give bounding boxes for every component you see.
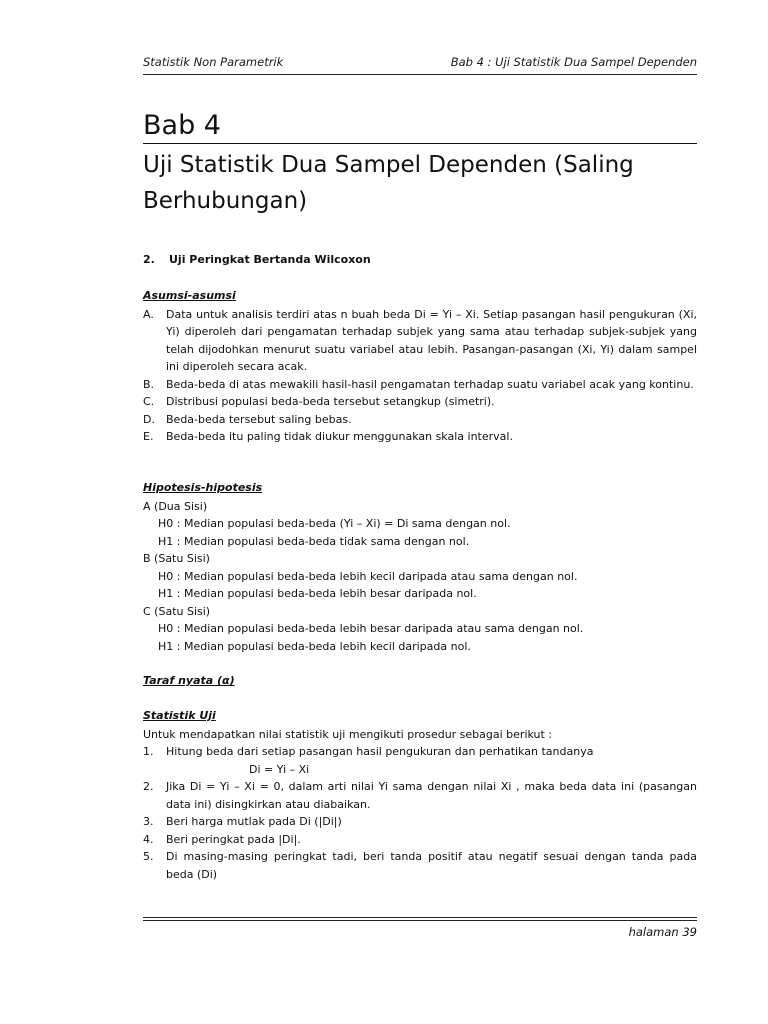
- list-item: [143, 411, 697, 429]
- section-title: Uji Peringkat Bertanda Wilcoxon: [169, 253, 371, 266]
- chapter-label: Bab 4: [143, 110, 221, 141]
- list-text: Beda-beda itu paling tidak diukur menggunakan skala interval.: [166, 430, 513, 443]
- list-key: D.: [143, 412, 155, 426]
- list-item: [143, 813, 697, 831]
- list-key: 5.: [143, 850, 154, 863]
- list-text: Jika Di = Yi – Xi = 0, dalam arti nilai Yi sama dengan nilai Xi , maka beda data ini (pasangan data ini) disingkirkan atau diabaikan.: [166, 780, 697, 811]
- taraf-heading: Taraf nyata (α): [143, 674, 235, 687]
- asumsi-block: [143, 287, 697, 446]
- hipotesis-block: [143, 479, 697, 655]
- asumsi-heading: Asumsi-asumsi: [143, 289, 236, 302]
- hypothesis-h0: H0 : Median populasi beda-beda lebih kecil daripada atau sama dengan nol.: [158, 569, 578, 583]
- list-item: [143, 393, 697, 411]
- list-key: A.: [143, 307, 154, 321]
- footer-rule: [143, 917, 697, 918]
- list-key: 1.: [143, 745, 154, 758]
- list-item: [143, 376, 697, 394]
- list-key: B.: [143, 377, 155, 391]
- page-number: halaman 39: [628, 925, 697, 939]
- list-item: [143, 306, 697, 376]
- statistik-intro: Untuk mendapatkan nilai statistik uji mengikuti prosedur sebagai berikut :: [143, 727, 553, 741]
- statistik-block: [143, 707, 697, 883]
- hypothesis-group-label: C (Satu Sisi): [143, 604, 211, 618]
- list-text: Di masing-masing peringkat tadi, beri tanda positif atau negatif sesuai dengan tanda pada beda (Di): [166, 850, 697, 881]
- list-text: Beri peringkat pada |Di|.: [166, 832, 301, 846]
- footer-rule: [143, 920, 697, 921]
- hypothesis-h0: H0 : Median populasi beda-beda lebih besar daripada atau sama dengan nol.: [158, 622, 584, 635]
- hypothesis-h0: H0 : Median populasi beda-beda (Yi – Xi) = Di sama dengan nol.: [158, 517, 511, 530]
- list-item: [143, 743, 697, 761]
- formula-line: Di = Yi – Xi: [249, 762, 310, 776]
- list-item: [143, 428, 697, 446]
- list-item: [143, 848, 697, 883]
- chapter-title: Uji Statistik Dua Sampel Dependen (Saling Berhubungan): [143, 152, 634, 214]
- section-heading: [143, 253, 371, 266]
- list-key: 2.: [143, 780, 154, 793]
- hypothesis-h1: H1 : Median populasi beda-beda lebih kecil daripada nol.: [158, 639, 471, 653]
- running-header-left: Statistik Non Parametrik: [143, 55, 284, 69]
- list-text: Beda-beda di atas mewakili hasil-hasil pengamatan terhadap suatu variabel acak yang kontinu.: [166, 377, 694, 391]
- hypothesis-h1: H1 : Median populasi beda-beda lebih besar daripada nol.: [158, 587, 477, 600]
- hypothesis-group-label: A (Dua Sisi): [143, 499, 208, 513]
- list-text: Beri harga mutlak pada Di (|Di|): [166, 815, 342, 828]
- chapter-rule: [143, 143, 697, 144]
- list-key: 4.: [143, 832, 154, 846]
- list-text: Distribusi populasi beda-beda tersebut setangkup (simetri).: [166, 395, 495, 408]
- header-rule: [143, 74, 697, 75]
- list-key: 3.: [143, 815, 154, 828]
- list-text: Hitung beda dari setiap pasangan hasil pengukuran dan perhatikan tandanya: [166, 745, 594, 758]
- list-text: Data untuk analisis terdiri atas n buah beda Di = Yi – Xi. Setiap pasangan hasil pengukuran (Xi, Yi) diperoleh dari pengamatan terhadap subjek yang sama atau terhadap subjek-subjek yang telah dijodohkan menurut suatu variabel atau lebih. Pasangan-pasangan (Xi, Yi) dalam sampel ini diperoleh secara acak.: [166, 307, 697, 373]
- list-item: [143, 831, 697, 849]
- hypothesis-h1: H1 : Median populasi beda-beda tidak sama dengan nol.: [158, 534, 470, 548]
- hipotesis-heading: Hipotesis-hipotesis: [143, 481, 263, 494]
- list-text: Beda-beda tersebut saling bebas.: [166, 412, 352, 426]
- list-key: C.: [143, 395, 155, 408]
- taraf-block: [143, 672, 697, 691]
- list-item: [143, 778, 697, 813]
- running-header-right: Bab 4 : Uji Statistik Dua Sampel Dependen: [450, 55, 697, 69]
- list-key: E.: [143, 430, 154, 443]
- hypothesis-group-label: B (Satu Sisi): [143, 552, 210, 565]
- section-number: 2.: [143, 253, 155, 266]
- statistik-heading: Statistik Uji: [143, 709, 216, 722]
